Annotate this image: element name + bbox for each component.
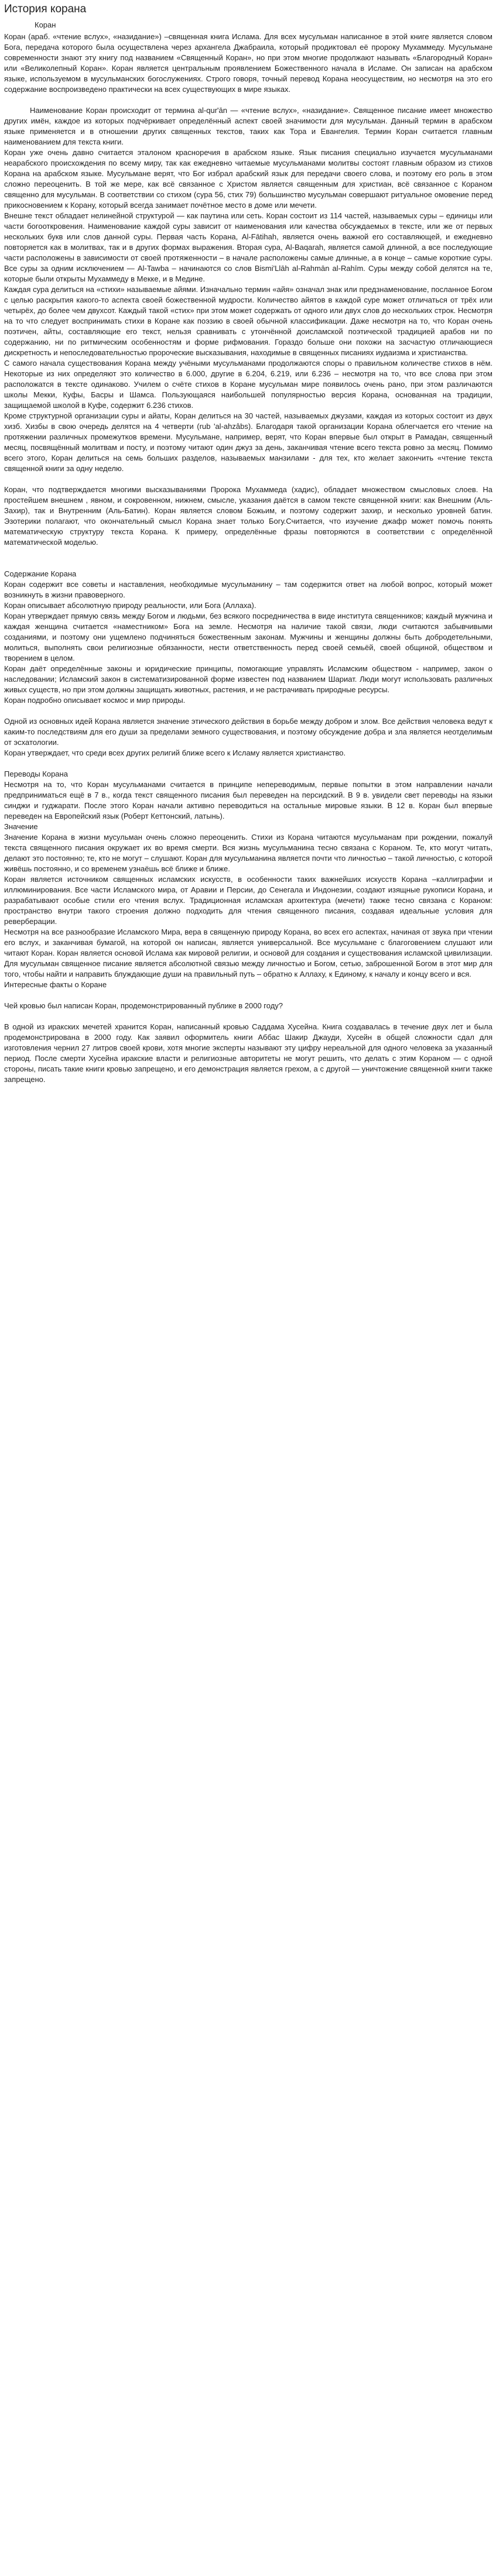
content-paragraph: Коран описывает абсолютную природу реальности, или Бога (Аллаха). bbox=[4, 601, 256, 610]
translations-section bbox=[4, 769, 492, 822]
language-paragraph: Коран уже очень давно считается эталоном красноречия в арабском языке. Язык писания специально изучается мусульманами неарабского происхождения по всему миру, так как ежедневно читаемые мусульманами молитвы состоят главным образом из стихов Корана на арабском языке. Мусульмане верят, что Бог избрал арабский язык для передачи своего слова, и поэтому его роль в этом сложно переоценить. В той же мере, как всё связанное с Христом является священным для христиан, всё связанное с Кораном священно для мусульман. В соответствии со стихом (сура 56, стих 79) большинство мусульман совершают ритуальное омовение перед прикосновением к Корану, который всегда занимает почётное место в доме или мечети. bbox=[4, 148, 492, 209]
naming-section bbox=[4, 105, 492, 474]
meaning-section bbox=[4, 822, 492, 980]
intro-paragraph: Коран (араб. «чтение вслух», «назидание») –священная книга Ислама. Для всех мусульман написанное в этой книге является словом Бога, передача которого была осуществлена через архангела Джабраила, который продиктовал её пророку Мухаммеду. Мусульмане современности знают эту книгу под названием «Священный Коран», но при этом многие продолжают называть «Благородный Коран» или «Великолепный Коран». Коран является центральным проявлением Божественного начала в Исламе. Он записан на арабском языке, используемом в мусульманских богослужениях. Строго говоря, точный перевод Корана неосуществим, но несмотря на это его содержание воспроизведено практически на всех существующих в мире языках. bbox=[4, 32, 492, 94]
page-subtitle: Коран bbox=[35, 20, 56, 29]
facts-section bbox=[4, 980, 492, 1085]
hadith-paragraph: Коран, что подтверждается многими высказываниями Пророка Мухаммеда (хадис), обладает множеством смысловых слоев. На простейшем внешнем , явном, и сокровенном, нижнем, смысле, указания даётся в самом тексте священной книги: как Внешним (Аль-Захир), так и Внутренним (Аль-Батин). Коран является словом Божьим, и поэтому содержит захир, и несколько уровней батин. Эзотерики полагают, что окончательный смысл Корана знает только Богу.Считается, что изучение джафр может помочь понять математическую структуру текста Корана. К примеру, определённые фразы повторяются в соответствии с определённой математической моделью. bbox=[4, 485, 492, 547]
content-paragraph: Коран подробно описывает космос и мир природы. bbox=[4, 696, 186, 705]
meaning-paragraph: Коран является источником священных исламских искусств, в особенности таких важнейших искусств Корана –каллиграфии и иллюминирования. Все части Исламского мира, от Аравии и Персии, до Сенегала и Индонезии, создают изящные рукописи Корана, и разрабатывают особые стили его чтения вслух. Традиционная исламская архитектура (мечети) также тесно связана с Кораном: пространство внутри такого строения должно подходить для чтения священного писания, создавая идеальные условия для реверберации. bbox=[4, 875, 492, 926]
content-section bbox=[4, 569, 492, 758]
intro-section bbox=[4, 32, 492, 95]
translations-paragraph: Несмотря на то, что Коран мусульманами считается в принципе непереводимым, первые попытки в этом направлении начали предприниматься ещё в 7 в., когда текст священного писания был переведен на персидский. В 9 в. увидели свет переводы на языки синджи и гуджарати. После этого Коран начали активно переводиться на остальные мировые языки. В 12 в. Коран был впервые переведен на Европейский язык (Роберт Кеттонский, латынь). bbox=[4, 780, 492, 820]
facts-heading: Интересные факты о Коране bbox=[4, 980, 107, 989]
verse-count-paragraph: С самого начала существования Корана между учёными мусульманами продолжаются споры о правильном количестве стихов в нём. Некоторые из них определяют это количество в 6.000, другие в 6.204, 6.219, или 6.236 – несмотря на то, что все слова при этом расположатся в тексте одинаково. Училем о счёте стихов в Коране мусульман мире появилось очень рано, при этом различаются школы Мекки, Куфы, Басры и Шамса. Пользующаяся наибольшей популярностью версия Корана, основанная на традиции, защищаемой школой в Куфе, содержит 6.236 стихов. bbox=[4, 359, 492, 410]
facts-question: Чей кровью был написан Коран, продемонстрированный публике в 2000 году? bbox=[4, 1001, 283, 1010]
content-paragraph: Коран даёт определённые законы и юридические принципы, помогающие управлять Исламским обществом - например, закон о наследовании; Исламский закон в систематизированной форме известен под названием Шариат. Люди могут использовать различных живых существ, но при этом должны защищать животных, растения, и не растрачивать природные ресурсы. bbox=[4, 664, 492, 694]
naming-paragraph: Наименование Коран происходит от термина al-qur'ān — «чтение вслух», «назидание». Священное писание имеет множество других имён, каждое из которых подчёркивает определённый аспект своей значимости для мусульман. Данный термин в арабском языке применяется и в отношении других священных текстов, таких как Тора и Евангелия. Термин Коран считается главным наименованием для текста книги. bbox=[4, 106, 492, 146]
content-heading: Содержание Корана bbox=[4, 569, 77, 578]
page-title: История корана bbox=[4, 3, 87, 15]
article bbox=[0, 0, 496, 1088]
content-paragraph: Коран утверждает, что среди всех других религий ближе всего к Исламу является христианство. bbox=[4, 748, 346, 757]
ayat-paragraph: Каждая сура делиться на «стихи» называемые айями. Изначально термин «айя» означал знак или предзнаменование, посланное Богом с целью раскрытия какого-то аспекта своей божественной мудрости. Количество айятов в каждой суре может отличаться от трёх или четырёх, до более чем двухсот. Каждый такой «стих» при этом может содержать от одного или двух слов до нескольких строк. Несмотря на то что следует воспринимать стихи в Коране как поэзию в своей обычной классификации. Даже несмотря на то, что Коран очень поэтичен, айты, составляющие его текст, нельзя сравнивать с утончённой доисламской поэтической традицией арабов ни по содержанию, ни по ритмическим особенностям и форме рифмования. Гораздо больше они похожи на засчастую отличающиеся дискретность и непоследовательностью пророческие высказывания, находимые в священных писаниях иудаизма и христианства. bbox=[4, 285, 492, 357]
content-paragraph: Коран содержит все советы и наставления, необходимые мусульманину – там содержится ответ на любой вопрос, который может возникнуть в жизни правоверного. bbox=[4, 580, 492, 599]
translations-heading: Переводы Корана bbox=[4, 770, 68, 778]
hadith-section bbox=[4, 485, 492, 548]
juz-paragraph: Кроме структурной организации суры и айаты, Коран делиться на 30 частей, называемых джузами, каждая из которых состоит из двух хизб. Хизбы в свою очередь делятся на 4 четверти (rub 'al-ahzâbs). Благодаря такой организации Корана облегчается его чтение на протяжении различных промежутков времени. Мусульмане, например, верят, что Коран впервые был открыт в Рамадан, священный месяц, посвящённый молитвам и посту, и поэтому читают один джуз за день, заканчивая чтение всего текста ровно за месяц. Помимо всего этого, Коран делиться на семь больших разделов, называемых манзилами - для тех, кто желает закончить «чтение текста священной книги за одну неделю. bbox=[4, 411, 492, 473]
meaning-paragraph: Несмотря на все разнообразие Исламского Мира, вера в священную природу Корана, во всех его аспектах, начиная от звука при чтении его вслух, и заканчивая бумагой, на которой он написан, является универсальной. Все мусульмане с благоговением слушают или читают Коран. Коран является основой Ислама как мировой религии, и основой для создания и существования исламской цивилизации. Для мусульман священное писание является абсолютной связью между личностью и Богом, сетью, заброшенной Богом в этот мир для того, чтобы найти и направить блуждающие души на правильный путь – обратно к Аллаху, к Единому, к началу и концу всего и вся. bbox=[4, 928, 492, 978]
content-paragraph: Коран утверждает прямую связь между Богом и людьми, без всякого посредничества в виде института священников; каждый мужчина и каждая женщина считается «наместником» Бога на земле. Несмотря на наличие такой связи, люди считаются забывчивыми созданиями, и поэтому они ущемлено подчиняться божественным законам. Мужчины и женщины должны быть добродетельными, молиться, выполнять свои религиозные обязанности, нести ответственность перед своей семьёй, своей общиной, обществом и творением в целом. bbox=[4, 612, 492, 662]
meaning-heading: Значение bbox=[4, 822, 38, 831]
structure-paragraph: Внешне текст обладает нелинейной структурой — как паутина или сеть. Коран состоит из 114 частей, называемых суры – единицы или части богооткровения. Наименование каждой суры зависит от наименования или качества обсуждаемых в тексте, или же от первых нескольких букв или слов данной суры. Первая часть Корана, Al-Fātihah, является очень важной его составляющей, и ежедневно повторяется как в молитвах, так и в других формах выражения. Вторая сура, Al-Baqarah, является самой длинной, а все последующие части расположены в зависимости от своей протяженности – в начале расположены самые длинные, а в конце – самые короткие суры. Все суры за одним исключением — Al-Tawba – начинаются со слов Bismi'Llāh al-Rahmān al-Rahīm. Суры между собой делятся на те, которые были открыты Мухаммеду в Мекке, и в Медине. bbox=[4, 211, 492, 283]
content-paragraph: Одной из основных идей Корана является значение этического действия в борьбе между добром и злом. Все действия человека ведут к каким-то последствиям для его души за пределами земного существования, и поэтому обсуждение добра и зла является неотделимым от эсхатологии. bbox=[4, 717, 492, 747]
meaning-paragraph: Значение Корана в жизни мусульман очень сложно переоценить. Стихи из Корана читаются мусульманам при рождении, пожалуй текста священного писания окружает их во время смерти. Вся жизнь мусульманина тесно связана с Кораном. Те, кто могут читать, делают это постоянно; те, кто не могут – слушают. Коран для мусульманина является почти что личностью – такой личностью, с которой живёшь постоянно, и со временем узнаёшь всё ближе и ближе. bbox=[4, 833, 492, 873]
facts-paragraph: В одной из иракских мечетей хранится Коран, написанный кровью Саддама Хусейна. Книга создавалась в течение двух лет и была продемонстрирована в 2000 году. Как заявил оформитель книги Аббас Шакир Джауди, Хусейн в общей сложности сдал для изготовления чернил 27 литров своей крови, хотя многие эксперты называют эту цифру нереальной для одного человека за указанный период. После смерти Хусейна иракские власти и религиозные авторитеты не могут решить, что делать с этим Кораном — с одной стороны, писать такие книги кровью запрещено, и его демонстрация является грехом, а с другой — уничтожение священной книги также запрещено. bbox=[4, 1022, 492, 1084]
